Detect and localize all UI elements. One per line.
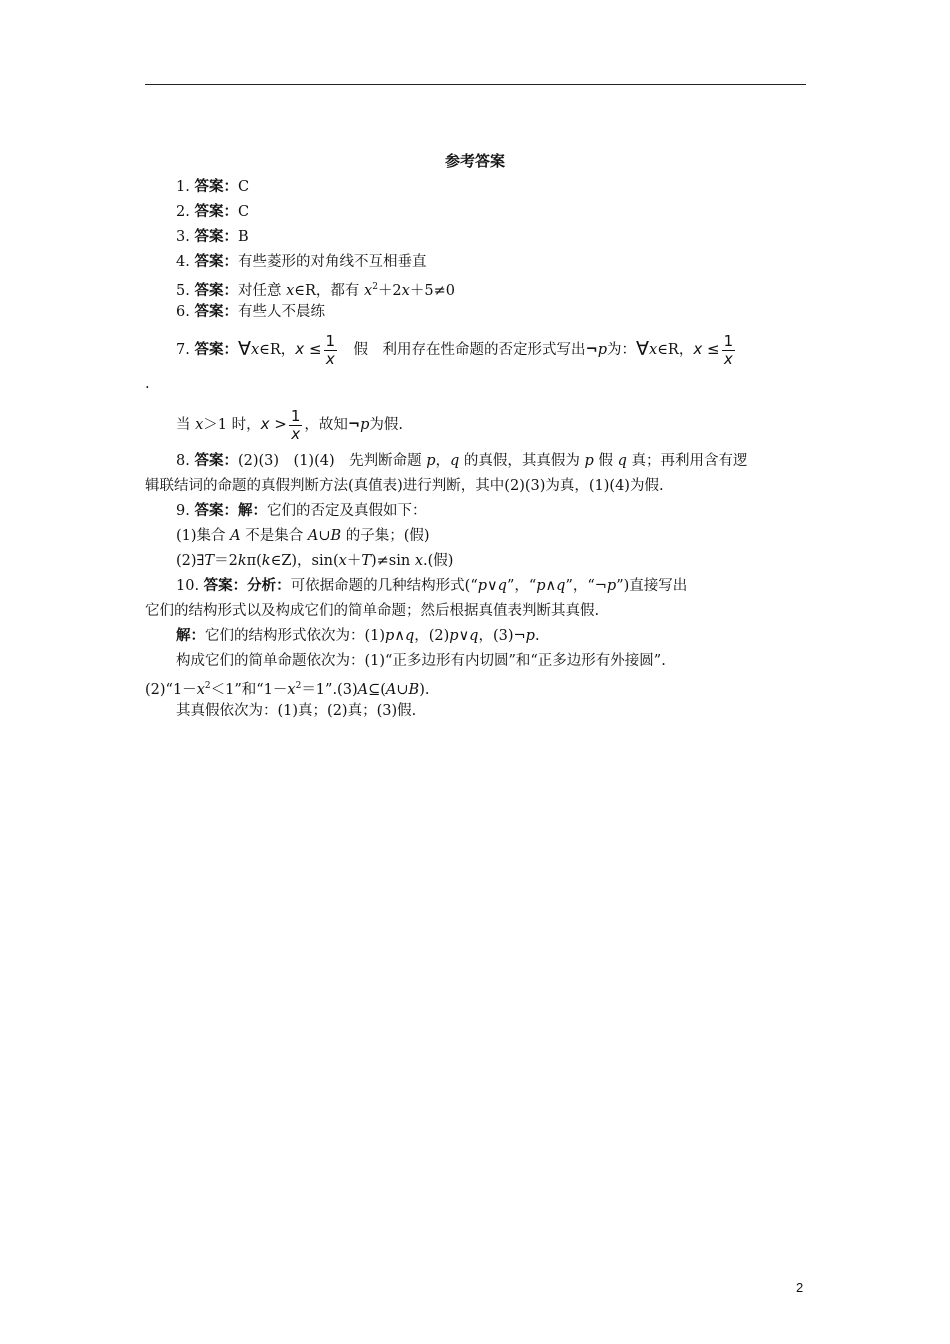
answer-10-solution: 解：它们的结构形式依次为：(1)p∧q，(2)p∨q，(3)¬p. bbox=[176, 627, 540, 644]
answer-10-line-6: 其真假依次为：(1)真；(2)真；(3)假. bbox=[176, 703, 417, 719]
answer-10-line-4: 构成它们的简单命题依次为：(1)“正多边形有内切圆”和“正多边形有外接圆”. bbox=[176, 653, 666, 669]
answer-2: 2. 答案：C bbox=[176, 203, 250, 220]
answer-7-period: . bbox=[145, 376, 150, 392]
answer-5: 5. 答案：对任意 x∈R，都有 $x^2+2x+5\ne 0$ bbox=[176, 282, 455, 299]
answer-7-line-2: 当 x＞1 时，x > $\frac{1}{x}$ ，故知¬p为假. bbox=[176, 406, 403, 443]
answer-9: 9. 答案：解：它们的否定及真假如下： bbox=[176, 502, 427, 519]
answer-6: 6. 答案：有些人不晨练 bbox=[176, 303, 325, 320]
answer-7: 7. 答案：∀x∈R，x ≤ $\frac{1}{x}$ 假 利用存在性命题的否定形式写出¬p为：∀x∈R，x ≤ $\frac{1}{x}$ bbox=[176, 331, 734, 368]
page-title: 参考答案 bbox=[444, 152, 505, 170]
answer-10-line-2: 它们的结构形式以及构成它们的简单命题；然后根据真值表判断其真假. bbox=[145, 603, 600, 619]
fraction-1-over-x: $\frac{1}{x}$ bbox=[290, 406, 301, 443]
answer-9-item-2: (2)∃T＝2kπ(k∈Z)，sin(x＋T)≠sin x.(假) bbox=[176, 553, 454, 569]
answer-8: 8. 答案：(2)(3) (1)(4) 先判断命题 p，q 的真假，其真假为 p 假 q 真；再利用含有逻 bbox=[176, 452, 748, 469]
header-rule bbox=[145, 84, 806, 85]
answer-10-line-5: $(2)“1-x^2<1$”和“$1-x^2=1”.(3)A⊆(A\cup B)$. bbox=[145, 681, 430, 698]
answer-8-line-2: 辑联结词的命题的真假判断方法(真值表)进行判断，其中(2)(3)为真，(1)(4)为假. bbox=[145, 478, 664, 494]
answer-1: 1. 答案：C bbox=[176, 178, 250, 195]
answer-10: 10. 答案：分析：可依据命题的几种结构形式(“p∨q”，“p∧q”，“¬p”)直接写出 bbox=[176, 577, 688, 594]
fraction-1-over-x: $\frac{1}{x}$ bbox=[325, 331, 336, 368]
answer-9-item-1: (1)集合 A 不是集合 A∪B 的子集；(假) bbox=[176, 528, 430, 544]
answer-3: 3. 答案：B bbox=[176, 228, 249, 245]
page-number: 2 bbox=[796, 1280, 804, 1295]
answer-4: 4. 答案：有些菱形的对角线不互相垂直 bbox=[176, 253, 427, 270]
fraction-1-over-x: $\frac{1}{x}$ bbox=[723, 331, 734, 368]
